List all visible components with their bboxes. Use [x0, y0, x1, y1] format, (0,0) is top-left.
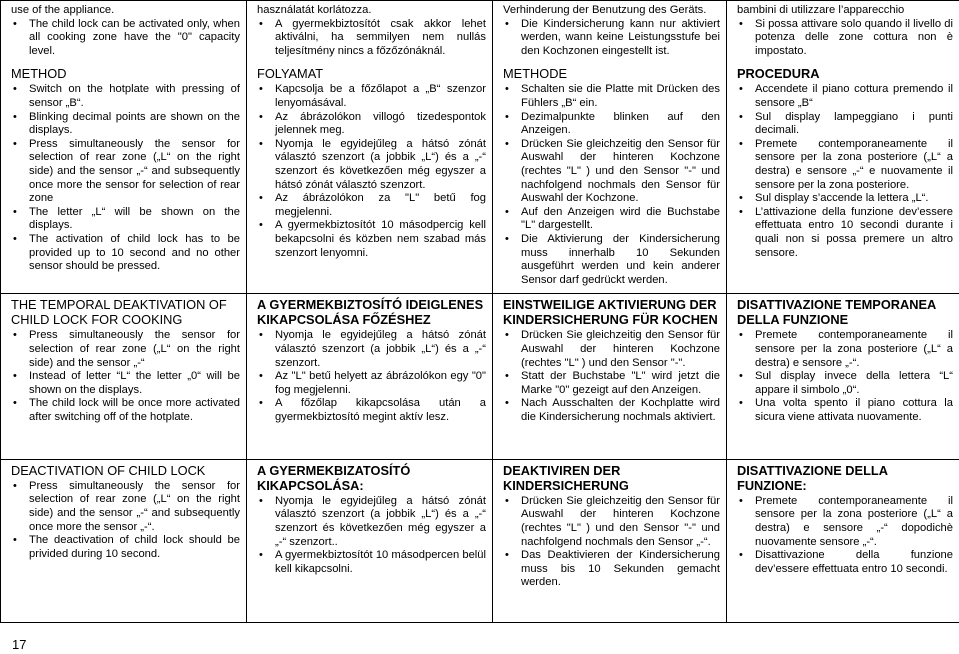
bullet-list [11, 83, 240, 273]
bullet-item: • Kapcsolja be a főzőlapot a „B“ szenzor lenyomásával. [275, 83, 486, 110]
bullet-item: • Sul display invece della lettera “L“ appare il simbolo „0“. [755, 370, 953, 397]
bullet-item: • Dezimalpunkte blinken auf den Anzeigen. [521, 111, 720, 138]
bullet-item: • Drücken Sie gleichzeitig den Sensor für Auswahl der hinteren Kochzone (rechtes "L" ) und den Sensor "-". [521, 329, 720, 370]
bullet-item: • Press simultaneously the sensor for selection of rear zone („L“ on the right side) and the sensor „-“ [29, 329, 240, 370]
bullet-item: • Az ábrázolókon villogó tizedespontok jelennek meg. [275, 111, 486, 138]
bullet-item: • Premete contemporaneamente il sensore per la zona posteriore („L“ a destra) e sensore „-“. [755, 329, 953, 370]
bullet-item: • Auf den Anzeigen wird die Buchstabe "L" dargestellt. [521, 206, 720, 233]
bullet-item: • L’attivazione della funzione dev’essere effettuata entro 10 secondi durante i quali non si possa premere un altro sensore. [755, 206, 953, 260]
cell-hu-3 [247, 459, 493, 622]
bullet-item: • Nyomja le egyidejűleg a hátsó zónát választó szenzort (a jobbik „L“) és a „-“ szenzort és következően még egyszer a hátsó zónát választó szenzort. [275, 138, 486, 192]
section-heading: PROCEDURA [737, 66, 820, 82]
bullet-item: • Instead of letter “L“ the letter „0“ will be shown on the displays. [29, 370, 240, 397]
bullet-item: • A gyermekbiztosítót csak akkor lehet aktiválni, ha semmilyen nem nullás teljesítmény nincs a főzőzónáknál. [275, 18, 486, 59]
bullet-item: • Die Kindersicherung kann nur aktiviert werden, wann keine Leistungsstufe bei den Kochzonen eingestellt ist. [521, 18, 720, 59]
bullet-list [737, 329, 953, 424]
bullet-list [503, 329, 720, 424]
bullet-list [737, 83, 953, 260]
bullet-item: • A gyermekbiztosítót 10 másodpercig kell bekapcsolni és közben nem szabad más szenzort lenyomni. [275, 219, 486, 260]
section-heading: DISATTIVAZIONE TEMPORANEA DELLA FUNZIONE [737, 297, 936, 328]
bullet-list [11, 480, 240, 562]
bullet-item: • Das Deaktivieren der Kindersicherung muss bis 10 Sekunden gemacht werden. [521, 549, 720, 590]
bullet-list [503, 18, 720, 59]
bullet-item: • Sul display s’accende la lettera „L“. [755, 192, 953, 206]
bullet-list [11, 18, 240, 59]
cell-it-3 [727, 459, 959, 622]
section-heading: EINSTWEILIGE AKTIVIERUNG DER KINDERSICHERUNG FÜR KOCHEN [503, 297, 718, 328]
bullet-item: • Az "L" betű helyett az ábrázolókon egy "0" fog megjelenni. [275, 370, 486, 397]
cell-de-1 [493, 1, 727, 294]
bullet-item: • Schalten sie die Platte mit Drücken des Fühlers „B“ ein. [521, 83, 720, 110]
bullet-item: • Nyomja le egyidejűleg a hátsó zónát választó szenzort (a jobbik „L“) és a „-“ szenzort. [275, 329, 486, 370]
section-heading: DEAKTIVIREN DER KINDERSICHERUNG [503, 462, 629, 493]
bullet-item: • Die Aktivierung der Kindersicherung muss innerhalb 10 Sekunden ausgeführt werden und kein anderer Sensor darf gedrückt werden. [521, 233, 720, 287]
bullet-list [503, 495, 720, 590]
bullet-list [257, 18, 486, 59]
bullet-item: • The activation of child lock has to be provided up to 10 second and no other sensor should be pressed. [29, 233, 240, 274]
cell-en-2 [1, 294, 247, 459]
bullet-list [737, 18, 953, 59]
paragraph-text: bambini di utilizzare l’apparecchio [737, 4, 905, 16]
section-heading: A GYERMEKBIZTOSÍTÓ IDEIGLENES KIKAPCSOLÁSA FŐZÉSHEZ [257, 297, 484, 328]
bullet-list [737, 495, 953, 577]
section-heading: FOLYAMAT [257, 66, 324, 82]
bullet-item: • The child lock will be once more activated after switching off of the hotplate. [29, 397, 240, 424]
bullet-item: • A gyermekbiztosítót 10 másodpercen belül kell kikapcsolni. [275, 549, 486, 576]
bullet-item: • A főzőlap kikapcsolása után a gyermekbiztosító megint aktív lesz. [275, 397, 486, 424]
section-heading: METHOD [11, 66, 67, 82]
bullet-item: • Premete contemporaneamente il sensore per la zona posteriore („L“ a destra) e sensore „-“ dopodichè nuovamente sensore „-“. [755, 495, 953, 549]
paragraph-text: használatát korlátozza. [257, 4, 372, 16]
bullet-item: • The letter „L“ will be shown on the displays. [29, 206, 240, 233]
section-heading: DEACTIVATION OF CHILD LOCK [11, 462, 206, 478]
paragraph-text: Verhinderung der Benutzung des Geräts. [503, 4, 707, 16]
bullet-item: • Press simultaneously the sensor for selection of rear zone („L“ on the right side) and the sensor „-“ and subsequently once more the sensor „-“. [29, 480, 240, 534]
bullet-list [257, 495, 486, 577]
bullet-item: • Drücken Sie gleichzeitig den Sensor für Auswahl der hinteren Kochzone (rechtes "L" ) und den Sensor "-" und nachfolgend nochmals den Sensor „-“. [521, 495, 720, 549]
paragraph-text: use of the appliance. [11, 4, 115, 16]
bullet-item: • Sul display lampeggiano i punti decimali. [755, 111, 953, 138]
bullet-item: • Nyomja le egyidejűleg a hátsó zónát választó szenzort (a jobbik „L“) és a „-“ szenzort és következően még egyszer a „-“ szenzort.. [275, 495, 486, 549]
bullet-list [257, 329, 486, 424]
page-number: 17 [12, 637, 27, 652]
section-heading: DISATTIVAZIONE DELLA FUNZIONE: [737, 462, 888, 493]
bullet-item: • Switch on the hotplate with pressing of sensor „B“. [29, 83, 240, 110]
bullet-item: • Drücken Sie gleichzeitig den Sensor für Auswahl der hinteren Kochzone (rechtes "L" ) und den Sensor "-" und nachfolgend nochmals den Sensor für Auswahl der Kochzone. [521, 138, 720, 206]
bullet-item: • Accendete il piano cottura premendo il sensore „B“ [755, 83, 953, 110]
cell-de-2 [493, 294, 727, 459]
bullet-item: • Premete contemporaneamente il sensore per la zona posteriore („L“ a destra) e sensore „-“ e nuovamente il sensore per la zona posteriore. [755, 138, 953, 192]
bullet-item: • Si possa attivare solo quando il livello di potenza delle zone cottura non è impostato. [755, 18, 953, 59]
bullet-item: • Az ábrázolókon za "L" betű fog megjelenni. [275, 192, 486, 219]
bullet-list [11, 329, 240, 424]
section-heading: A GYERMEKBIZATOSÍTÓ KIKAPCSOLÁSA: [257, 462, 411, 493]
cell-it-2 [727, 294, 959, 459]
bullet-item: • The deactivation of child lock should be privided during 10 second. [29, 534, 240, 561]
cell-en-3 [1, 459, 247, 622]
section-heading: THE TEMPORAL DEAKTIVATION OF CHILD LOCK FOR COOKING [11, 297, 227, 328]
bullet-item: • Press simultaneously the sensor for selection of rear zone („L“ on the right side) and the sensor „-“ and subsequently once more the sensor for selection of rear zone [29, 138, 240, 206]
cell-de-3 [493, 459, 727, 622]
bullet-list [257, 83, 486, 260]
bullet-item: • Nach Ausschalten der Kochplatte wird die Kindersicherung nochmals aktiviert. [521, 397, 720, 424]
bullet-item: • Statt der Buchstabe "L" wird jetzt die Marke "0" gezeigt auf den Anzeigen. [521, 370, 720, 397]
bullet-item: • Una volta spento il piano cottura la sicura viene attivata nuovamente. [755, 397, 953, 424]
bullet-item: • Blinking decimal points are shown on the displays. [29, 111, 240, 138]
cell-hu-1 [247, 1, 493, 294]
bullet-list [503, 83, 720, 287]
cell-en-1 [1, 1, 247, 294]
bullet-item: • Disattivazione della funzione dev’essere effettuata entro 10 secondi. [755, 549, 953, 576]
section-heading: METHODE [503, 66, 567, 82]
cell-hu-2 [247, 294, 493, 459]
cell-it-1 [727, 1, 959, 294]
bullet-item: • The child lock can be activated only, when all cooking zone have the "0" capacity level. [29, 18, 240, 59]
